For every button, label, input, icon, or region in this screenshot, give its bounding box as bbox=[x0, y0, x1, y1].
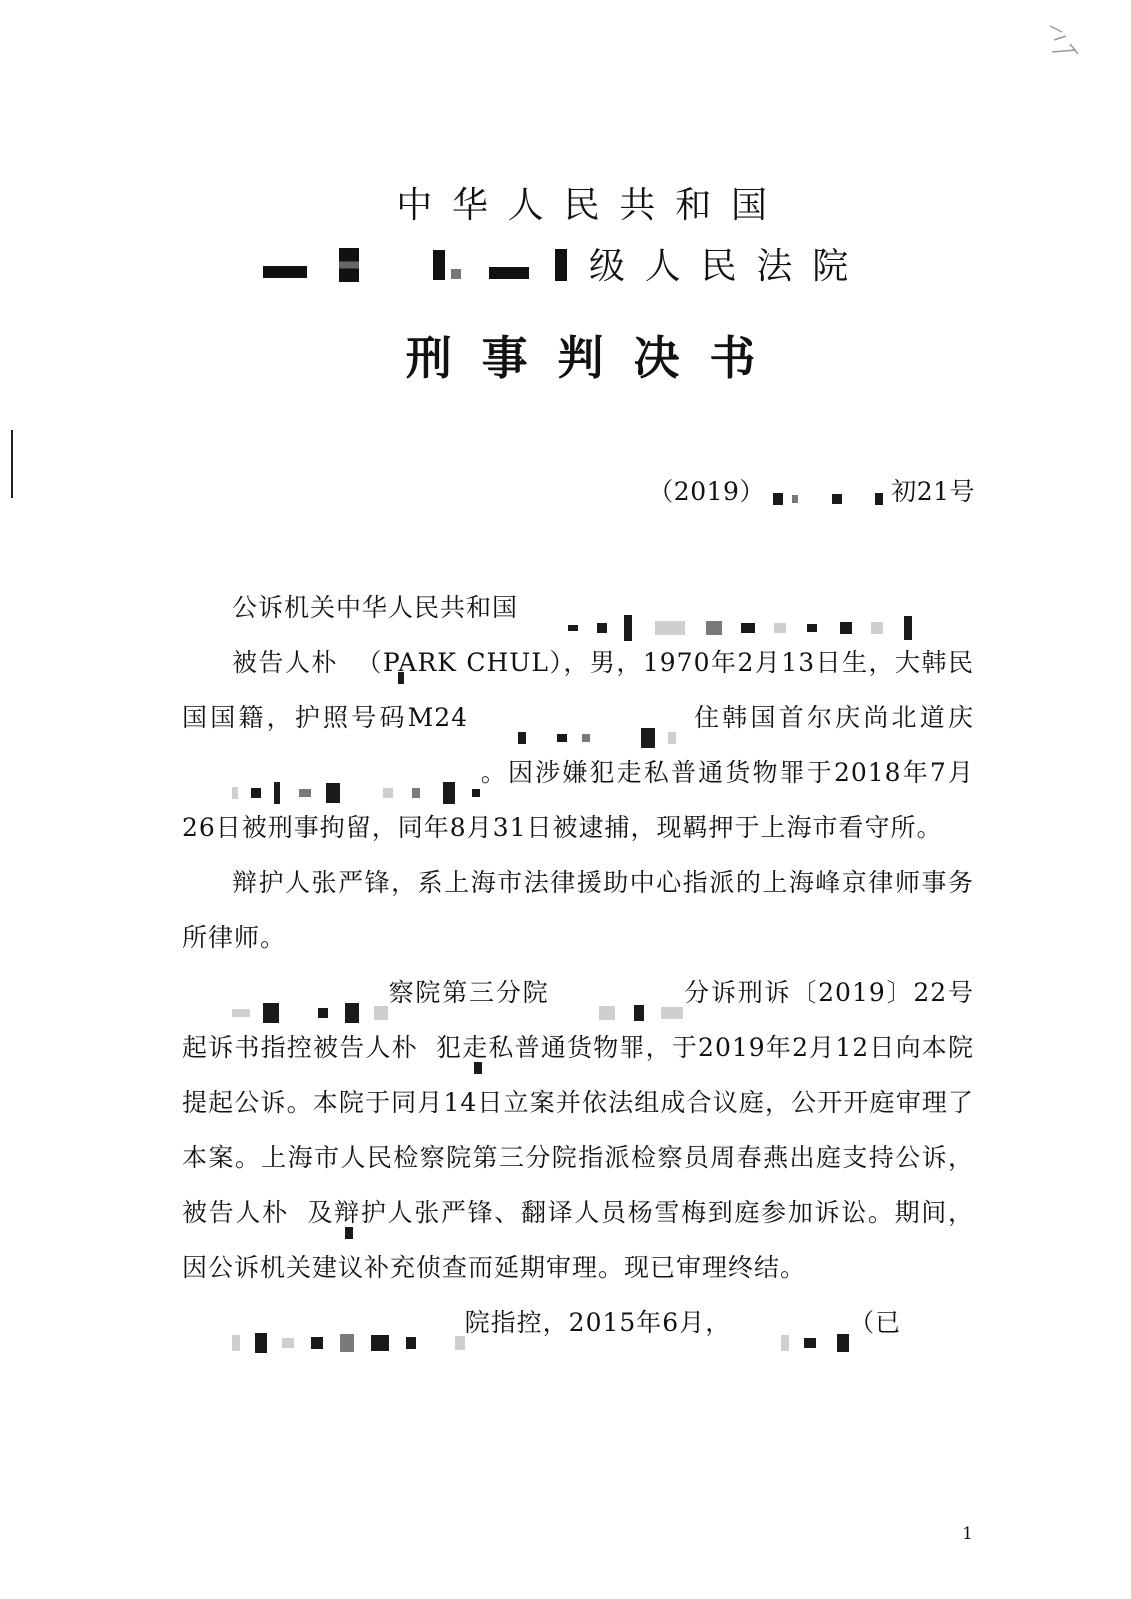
text-defendant-address: 住韩国首尔庆尚北道庆 bbox=[691, 703, 974, 732]
redaction-block bbox=[263, 266, 307, 278]
header-court bbox=[0, 247, 1131, 287]
defendant-name-redacted bbox=[418, 1039, 436, 1061]
redaction-block bbox=[433, 250, 445, 280]
address-redacted bbox=[182, 764, 480, 786]
paragraph-allegation bbox=[182, 1295, 974, 1350]
case-number-redacted bbox=[773, 483, 882, 505]
text-allegation: 院指控，2015年6月， bbox=[464, 1308, 732, 1337]
defendant-name-redacted bbox=[338, 654, 356, 676]
scan-corner-mark bbox=[1048, 22, 1078, 52]
page-number: 1 bbox=[962, 1524, 973, 1544]
text-procuratorate-branch: 察院第三分院 bbox=[387, 978, 550, 1007]
prosecutor-redacted bbox=[518, 599, 912, 621]
court-name-redacted bbox=[263, 248, 589, 282]
text-prosecutor: 公诉机关中华人民共和国 bbox=[232, 593, 519, 622]
redaction-block bbox=[451, 269, 461, 279]
case-number bbox=[648, 477, 975, 507]
redaction-block bbox=[555, 249, 567, 281]
paragraph-prosecutor bbox=[182, 580, 974, 635]
text-detention: 。因涉嫌犯走私普通货物罪于2018年7月26日被刑事拘留，同年8月31日被逮捕，现羁押于上海市看守所。 bbox=[182, 758, 974, 842]
procuratorate-redacted bbox=[182, 984, 388, 1006]
indictment-no-redacted bbox=[549, 984, 683, 1006]
paragraph-defense: 辩护人张严锋，系上海市法律援助中心指派的上海峰京律师事务所律师。 bbox=[182, 868, 974, 952]
text-allegation-cont: （已 bbox=[849, 1308, 902, 1337]
redaction-block bbox=[489, 267, 529, 279]
allegation-source-redacted bbox=[182, 1314, 465, 1336]
text-trial-procedure: 犯走私普通货物罪，于2019年2月12日向本院提起公诉。本院于同月14日立案并依法组成合议庭，公开开庭审理了本案。上海市人民检察院第三分院指派检察员周春燕出庭支持公诉，被告人朴 bbox=[182, 1033, 974, 1227]
text-trial-conclusion: 及辩护人张严锋、翻译人员杨雪梅到庭参加诉讼。期间，因公诉机关建议补充侦查而延期审理。现已审理终结。 bbox=[182, 1198, 974, 1282]
text-indictment: 分诉刑诉〔2019〕22号起诉书指控被告人朴 bbox=[182, 978, 974, 1062]
paragraph-indictment bbox=[182, 965, 974, 1295]
court-suffix: 级人民法院 bbox=[589, 246, 868, 287]
person-name-redacted bbox=[731, 1314, 849, 1336]
paragraph-defendant bbox=[182, 635, 974, 855]
redaction-block bbox=[339, 248, 359, 282]
case-number-suffix: 初21号 bbox=[891, 477, 975, 506]
defendant-name-redacted bbox=[289, 1204, 307, 1226]
text-defendant-info: （PARK CHUL），男，1970年2月13日生，大韩民国国籍，护照号码M24 bbox=[182, 648, 974, 732]
case-number-prefix: （2019） bbox=[648, 477, 765, 506]
doc-title: 刑事判决书 bbox=[405, 331, 786, 385]
scan-edge-mark bbox=[11, 430, 13, 498]
header-country: 中华人民共和国 bbox=[396, 185, 787, 226]
passport-redacted bbox=[468, 709, 692, 731]
text-defendant-name: 被告人朴 bbox=[232, 648, 338, 677]
judgment-body bbox=[182, 580, 974, 1350]
